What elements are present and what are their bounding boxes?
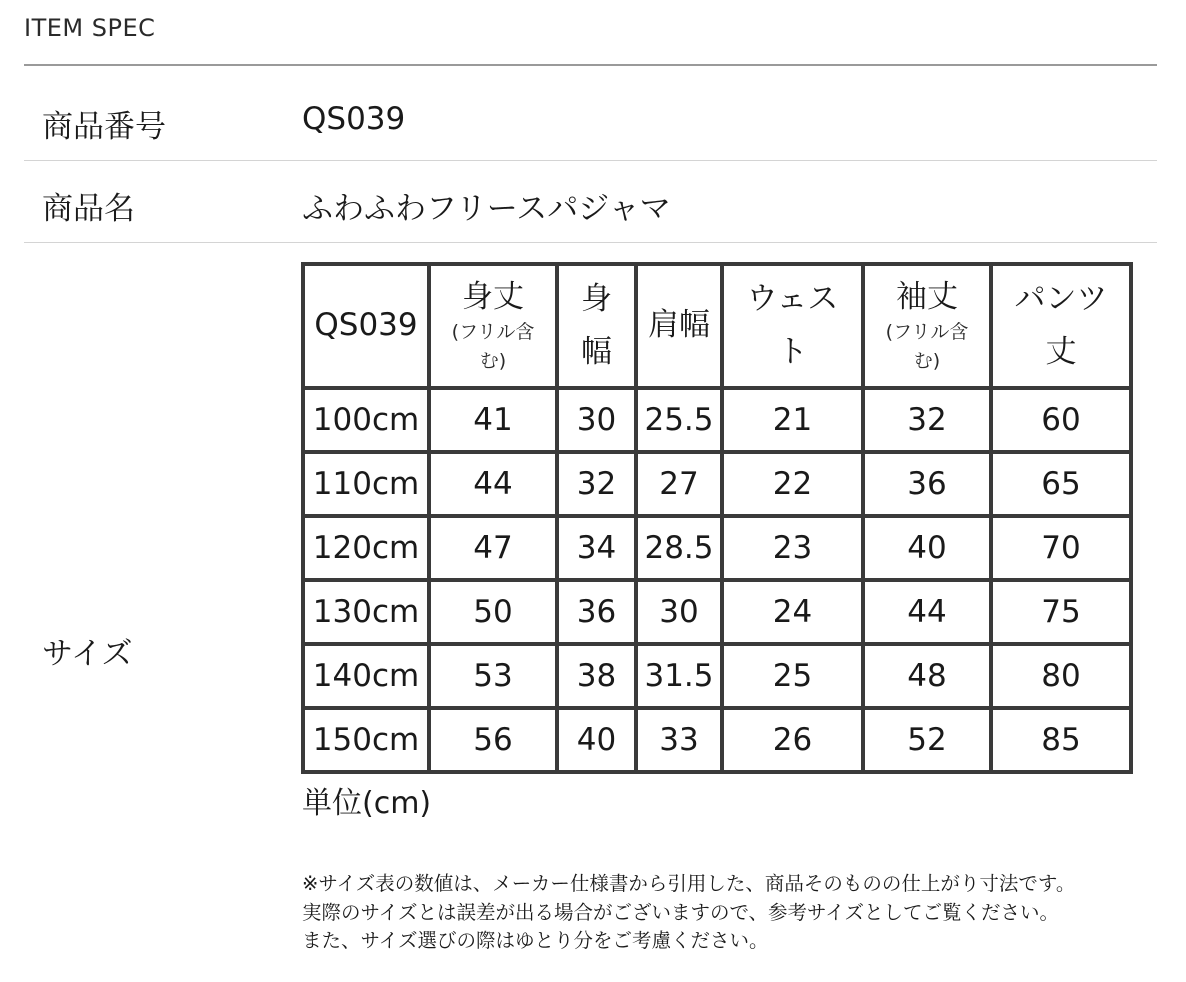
size-label: サイズ <box>42 636 133 672</box>
header-model-text: QS039 <box>314 307 418 344</box>
table-row <box>303 708 1131 772</box>
shoulder-width-cell: 31.5 <box>636 644 722 708</box>
shoulder-width-cell: 27 <box>636 452 722 516</box>
row-divider <box>24 242 1157 243</box>
section-divider <box>24 64 1157 66</box>
sleeve-length-cell: 36 <box>863 452 991 516</box>
body-length-cell: 44 <box>429 452 557 516</box>
item-name-value: ふわふわフリースパジャマ <box>302 191 671 227</box>
size-cell: 140cm <box>303 644 429 708</box>
header-pants-length-text: パンツ丈 <box>1014 281 1108 370</box>
shoulder-width-cell: 25.5 <box>636 388 722 452</box>
pants-length-cell: 60 <box>991 388 1131 452</box>
row-divider <box>24 160 1157 161</box>
header-sleeve-length <box>863 264 991 388</box>
size-cell: 110cm <box>303 452 429 516</box>
header-sleeve-length-note: (フリル含む) <box>885 321 969 372</box>
size-cell: 130cm <box>303 580 429 644</box>
waist-cell: 21 <box>722 388 863 452</box>
body-width-cell: 38 <box>557 644 636 708</box>
note-line: ※サイズ表の数値は、メーカー仕様書から引用した、商品そのものの仕上がり寸法です。 <box>302 872 1076 895</box>
header-body-width-text: 身幅 <box>581 281 612 370</box>
waist-cell: 26 <box>722 708 863 772</box>
waist-cell: 23 <box>722 516 863 580</box>
note-line: 実際のサイズとは誤差が出る場合がございますので、参考サイズとしてご覧ください。 <box>302 900 1059 924</box>
header-shoulder-width-text: 肩幅 <box>648 307 710 344</box>
header-pants-length <box>991 264 1131 388</box>
size-table-header-row <box>303 264 1131 388</box>
body-width-cell: 40 <box>557 708 636 772</box>
size-notes <box>302 870 1075 956</box>
body-length-cell: 53 <box>429 644 557 708</box>
waist-cell: 25 <box>722 644 863 708</box>
header-sleeve-length-text: 袖丈 <box>896 278 958 315</box>
waist-cell: 24 <box>722 580 863 644</box>
header-body-length-note: (フリル含む) <box>451 321 535 372</box>
header-body-width <box>557 264 636 388</box>
sleeve-length-cell: 48 <box>863 644 991 708</box>
body-length-cell: 50 <box>429 580 557 644</box>
size-cell: 120cm <box>303 516 429 580</box>
shoulder-width-cell: 33 <box>636 708 722 772</box>
sleeve-length-cell: 32 <box>863 388 991 452</box>
header-waist-text: ウェスト <box>746 281 839 370</box>
item-number-value: QS039 <box>302 101 406 137</box>
waist-cell: 22 <box>722 452 863 516</box>
pants-length-cell: 75 <box>991 580 1131 644</box>
size-cell: 150cm <box>303 708 429 772</box>
section-title: ITEM SPEC <box>24 14 156 42</box>
note-line: また、サイズ選びの際はゆとり分をご考慮ください。 <box>302 929 769 952</box>
body-length-cell: 41 <box>429 388 557 452</box>
header-model <box>303 264 429 388</box>
sleeve-length-cell: 52 <box>863 708 991 772</box>
size-cell: 100cm <box>303 388 429 452</box>
shoulder-width-cell: 30 <box>636 580 722 644</box>
sleeve-length-cell: 44 <box>863 580 991 644</box>
pants-length-cell: 80 <box>991 644 1131 708</box>
size-table <box>301 262 1133 774</box>
table-row <box>303 516 1131 580</box>
table-row <box>303 644 1131 708</box>
pants-length-cell: 85 <box>991 708 1131 772</box>
unit-note: 単位(cm) <box>302 786 432 821</box>
shoulder-width-cell: 28.5 <box>636 516 722 580</box>
header-waist <box>722 264 863 388</box>
body-length-cell: 47 <box>429 516 557 580</box>
table-row <box>303 388 1131 452</box>
item-number-label: 商品番号 <box>42 109 166 145</box>
table-row <box>303 452 1131 516</box>
pants-length-cell: 65 <box>991 452 1131 516</box>
body-length-cell: 56 <box>429 708 557 772</box>
item-name-label: 商品名 <box>42 191 135 227</box>
table-row <box>303 580 1131 644</box>
sleeve-length-cell: 40 <box>863 516 991 580</box>
body-width-cell: 30 <box>557 388 636 452</box>
body-width-cell: 34 <box>557 516 636 580</box>
header-shoulder-width <box>636 264 722 388</box>
body-width-cell: 36 <box>557 580 636 644</box>
pants-length-cell: 70 <box>991 516 1131 580</box>
body-width-cell: 32 <box>557 452 636 516</box>
header-body-length-text: 身丈 <box>462 278 524 315</box>
header-body-length <box>429 264 557 388</box>
